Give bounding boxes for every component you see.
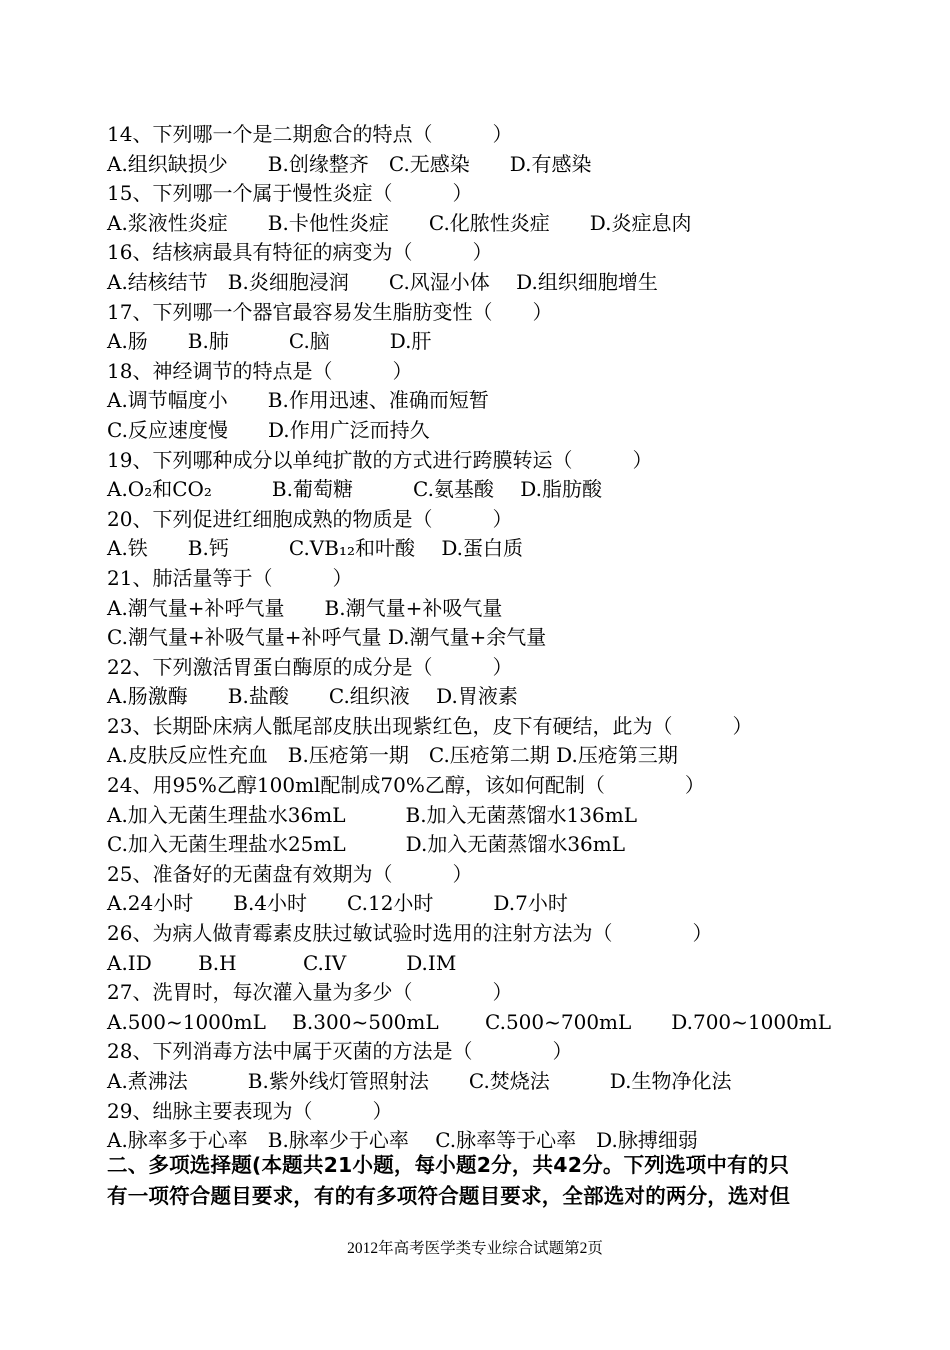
question-stem: 21、肺活量等于（ ） <box>107 565 353 590</box>
question-stem: 23、长期卧床病人骶尾部皮肤出现紫红色，皮下有硬结，此为（ ） <box>107 713 753 738</box>
question-options: A.ID B.H C.IV D.IM <box>107 950 457 975</box>
question-options: A.结核结节 B.炎细胞浸润 C.风湿小体 D.组织细胞增生 <box>107 269 658 294</box>
question-stem: 22、下列激活胃蛋白酶原的成分是（ ） <box>107 654 513 679</box>
question-options: A.潮气量+补呼气量 B.潮气量+补吸气量 <box>107 595 503 620</box>
question-options: A.浆液性炎症 B.卡他性炎症 C.化脓性炎症 D.炎症息肉 <box>107 210 692 235</box>
question-options: C.加入无菌生理盐水25mL D.加入无菌蒸馏水36mL <box>107 832 626 857</box>
question-stem: 16、结核病最具有特征的病变为（ ） <box>107 240 493 265</box>
question-stem: 27、洗胃时，每次灌入量为多少（ ） <box>107 980 513 1005</box>
question-stem: 28、下列消毒方法中属于灭菌的方法是（ ） <box>107 1039 573 1064</box>
question-options: A.肠激酶 B.盐酸 C.组织液 D.胃液素 <box>107 684 518 709</box>
question-stem: 26、为病人做青霉素皮肤过敏试验时选用的注射方法为（ ） <box>107 921 713 946</box>
question-stem: 29、绌脉主要表现为（ ） <box>107 1098 393 1123</box>
question-options: C.反应速度慢 D.作用广泛而持久 <box>107 417 430 442</box>
question-options: A.调节幅度小 B.作用迅速、准确而短暂 <box>107 388 489 413</box>
question-stem: 19、下列哪种成分以单纯扩散的方式进行跨膜转运（ ） <box>107 447 653 472</box>
question-stem: 24、用95%乙醇100ml配制成70%乙醇，该如何配制（ ） <box>107 773 705 798</box>
question-stem: 15、下列哪一个属于慢性炎症（ ） <box>107 181 473 206</box>
question-stem: 18、神经调节的特点是（ ） <box>107 358 413 383</box>
question-stem: 17、下列哪一个器官最容易发生脂肪变性（ ） <box>107 299 553 324</box>
question-options: A.皮肤反应性充血 B.压疮第一期 C.压疮第二期 D.压疮第三期 <box>107 743 678 768</box>
question-options: A.组织缺损少 B.创缘整齐 C.无感染 D.有感染 <box>107 151 592 176</box>
question-options: A.脉率多于心率 B.脉率少于心率 C.脉率等于心率 D.脉搏细弱 <box>107 1128 698 1153</box>
section-header <box>107 1150 867 1212</box>
question-options: A.O₂和CO₂ B.葡萄糖 C.氨基酸 D.脂肪酸 <box>107 477 602 502</box>
question-options: A.加入无菌生理盐水36mL B.加入无菌蒸馏水136mL <box>107 802 637 827</box>
question-options: A.煮沸法 B.紫外线灯管照射法 C.焚烧法 D.生物净化法 <box>107 1069 732 1093</box>
question-stem: 20、下列促进红细胞成熟的物质是（ ） <box>107 506 513 531</box>
question-list <box>107 120 867 1156</box>
page-footer: 2012年高考医学类专业综合试题第2页 <box>347 1240 603 1257</box>
question-options: A.24小时 B.4小时 C.12小时 D.7小时 <box>107 891 568 916</box>
question-options: A.肠 B.肺 C.脑 D.肝 <box>107 329 432 354</box>
section-title-line-2: 有一项符合题目要求，有的有多项符合题目要求，全部选对的两分，选对但 <box>107 1184 791 1208</box>
question-stem: 25、准备好的无菌盘有效期为（ ） <box>107 861 473 886</box>
question-options: C.潮气量+补吸气量+补呼气量 D.潮气量+余气量 <box>107 625 547 650</box>
question-stem: 14、下列哪一个是二期愈合的特点（ ） <box>107 122 513 146</box>
question-options: A.500~1000mL B.300~500mL C.500~700mL D.700~1000mL <box>107 1009 832 1034</box>
section-title-line-1: 二、多项选择题(本题共21小题，每小题2分，共42分。下列选项中有的只 <box>107 1153 790 1177</box>
question-options: A.铁 B.钙 C.VB₁₂和叶酸 D.蛋白质 <box>107 536 524 561</box>
